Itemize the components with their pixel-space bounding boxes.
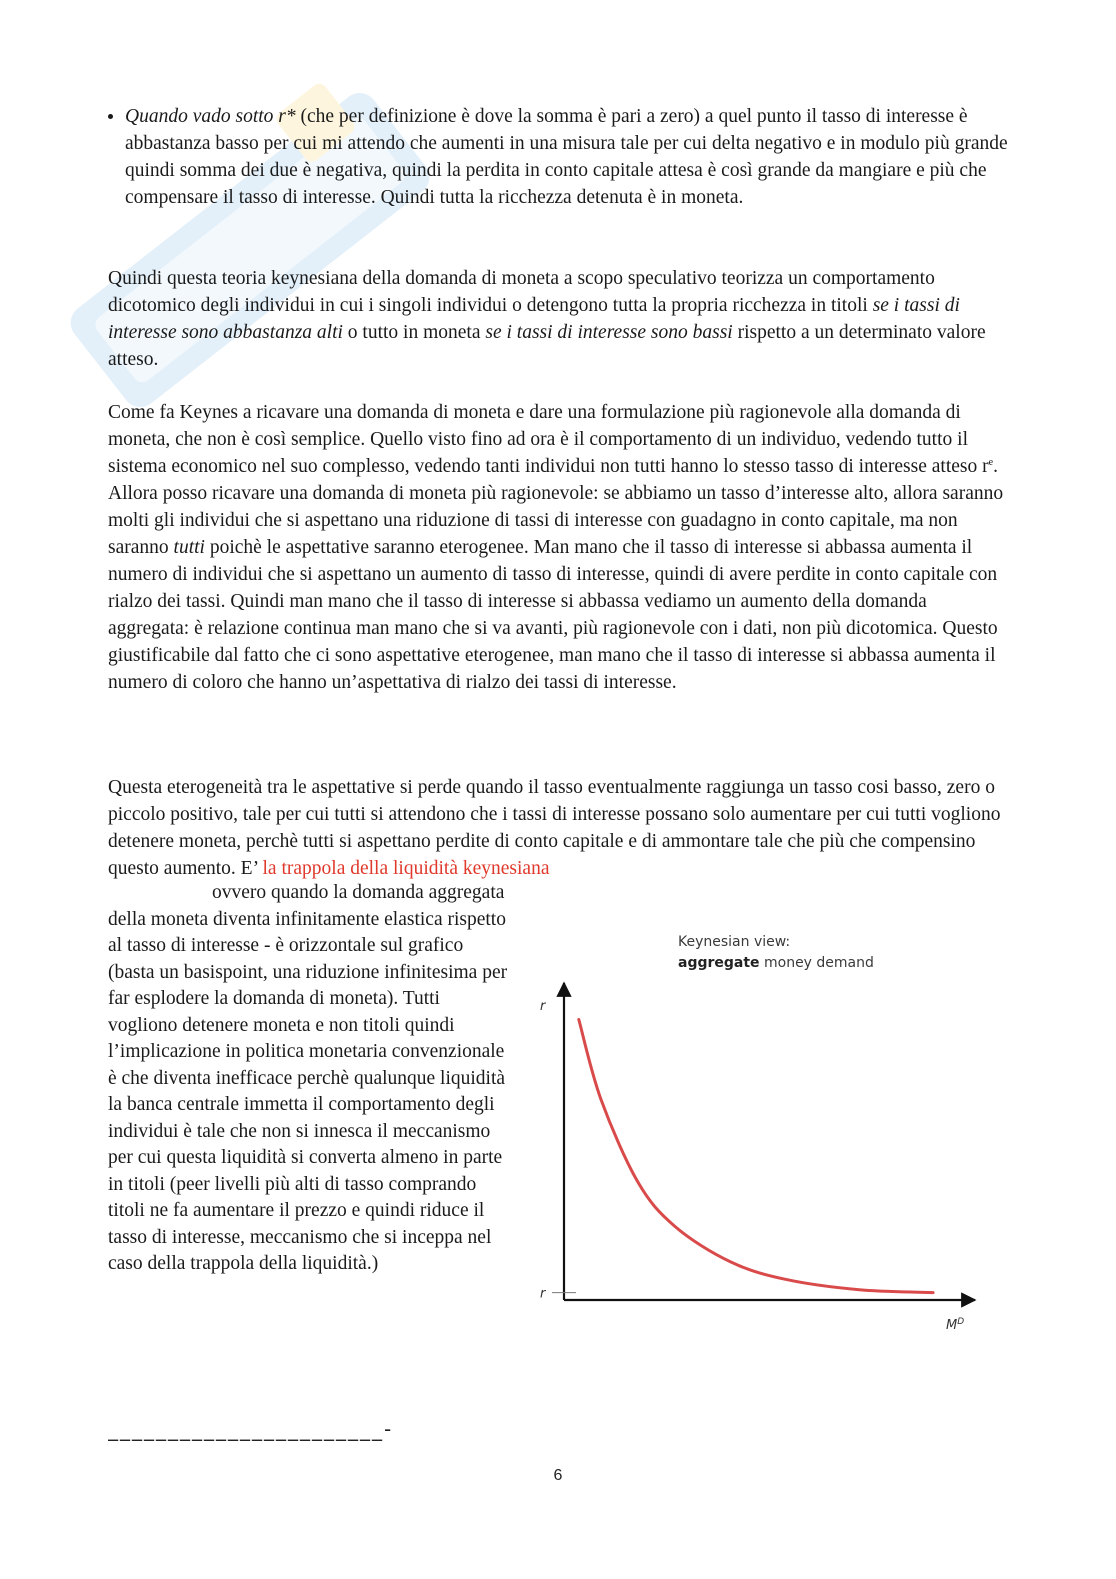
list-item <box>108 103 1008 211</box>
bullet-list <box>108 103 1008 211</box>
y-tick-label: r <box>540 1286 546 1302</box>
bullet-dot <box>108 114 113 119</box>
page-number: 6 <box>553 1467 563 1484</box>
y-axis-label: r <box>540 999 546 1014</box>
money-demand-curve <box>579 1020 933 1293</box>
para2-text-3: rispetto a un determinato valore atteso. <box>108 322 986 370</box>
para2-italic-1: se i tassi di interesse sono abbastanza alti <box>108 295 960 343</box>
para3-text-3: poichè le aspettative saranno eterogenee. Man mano che il tasso di interesse si abbassa aumenta il numero di individui che si aspettano un aumento di tasso di interesse, quindi di avere perdite in conto capitale con rialzo dei tassi. Quindi man mano che il tasso di interesse si abbassa vediamo un aumento della domanda aggregata: è relazione continua man mano che si va avanti, più ragionevole con i dati, non più dicotomica. Questo giustificabile dal fatto che ci sono aspettative eterogenee, man mano che il tasso di interesse si abbassa aumenta il numero di coloro che hanno un’aspettativa di rialzo dei tassi di interesse. <box>108 537 998 693</box>
paragraph-liquidity-trap-explanation: ovvero quando la domanda aggregata della moneta diventa infinitamente elastica rispetto al tasso di interesse - è orizzontale sul grafico (basta un basispoint, una riduzione infinitesima per far esplodere la domanda di moneta). Tutti vogliono detenere moneta e non titoli quindi l’implicazione in politica monetaria convenzionale è che diventa inefficace perchè qualunque liquidità la banca centrale immetta il comportamento degli individui è tale che non si innesca il meccanismo per cui questa liquidità si converta almeno in parte in titoli (peer livelli più alti di tasso comprando titoli ne fa aumentare il prezzo e quindi riduce il tasso di interesse, meccanismo che si inceppa nel caso della trappola della liquidità.) <box>108 882 508 1274</box>
para3-italic-1: tutti <box>173 537 205 558</box>
bullet-text: (che per definizione è dove la somma è pari a zero) a quel punto il tasso di interesse è abbastanza basso per cui mi attendo che aumenti in una misura tale per cui delta negativo e in modulo più grande quindi somma dei due è negativa, quindi la perdita in conto capitale attesa è così grande da mangiare e più che compensare il tasso di interesse. Quindi tutta la ricchezza detenuta è in moneta. <box>125 106 1008 208</box>
figure-title-bold: aggregate <box>678 955 760 971</box>
para3-text-2: . Allora posso ricavare una domanda di moneta più ragionevole: se abbiamo un tasso d’interesse alto, allora saranno molti gli individui che si aspettano una riduzione di tassi di interesse con guadagno in conto capitale, ma non saranno <box>108 456 1004 558</box>
highlight-liquidity-trap: la trappola della liquidità keynesiana <box>262 858 550 879</box>
money-demand-figure <box>530 925 1000 1345</box>
superscript-e: e <box>988 457 994 468</box>
para2-italic-2: se i tassi di interesse sono bassi <box>485 322 733 343</box>
para2-text-1: Quindi questa teoria keynesiana della domanda di moneta a scopo speculativo teorizza un comportamento dicotomico degli individui in cui i singoli individui o detengono tutta la propria ricchezza in titoli <box>108 268 935 316</box>
paragraph-aggregate-demand <box>108 399 1008 696</box>
paragraph-liquidity-trap <box>108 774 1008 882</box>
figure-title-rest: money demand <box>759 955 874 971</box>
para2-text-2: o tutto in moneta <box>342 322 486 343</box>
chart-svg <box>530 925 1000 1345</box>
figure-title-line1: Keynesian view: <box>678 934 791 950</box>
paragraph-speculative-demand <box>108 265 1008 373</box>
bullet-lead-italic: Quando vado sotto r* <box>125 106 296 127</box>
separator-line: _______________________- <box>108 1417 394 1441</box>
para3-text-1: Come fa Keynes a ricavare una domanda di moneta e dare una formulazione più ragionevole alla domanda di moneta, che non è così semplice. Quello visto fino ad ora è il comportamento di un individuo, vedendo tutto il sistema economico nel suo complesso, vedendo tanti individui non tutti hanno lo stesso tasso di interesse atteso r <box>108 402 989 477</box>
para4-text-1: Questa eterogeneità tra le aspettative si perde quando il tasso eventualmente raggiunga un tasso cosi basso, zero o piccolo positivo, tale per cui tutti si attendono che i tassi di interesse possano solo aumentare per cui tutti vogliono detenere moneta, perchè tutti si aspettano perdite di conto capitale e di ammontare tale che più che compensino questo aumento. E’ <box>108 777 1001 879</box>
x-axis-label: $M^D$ <box>946 1317 965 1333</box>
